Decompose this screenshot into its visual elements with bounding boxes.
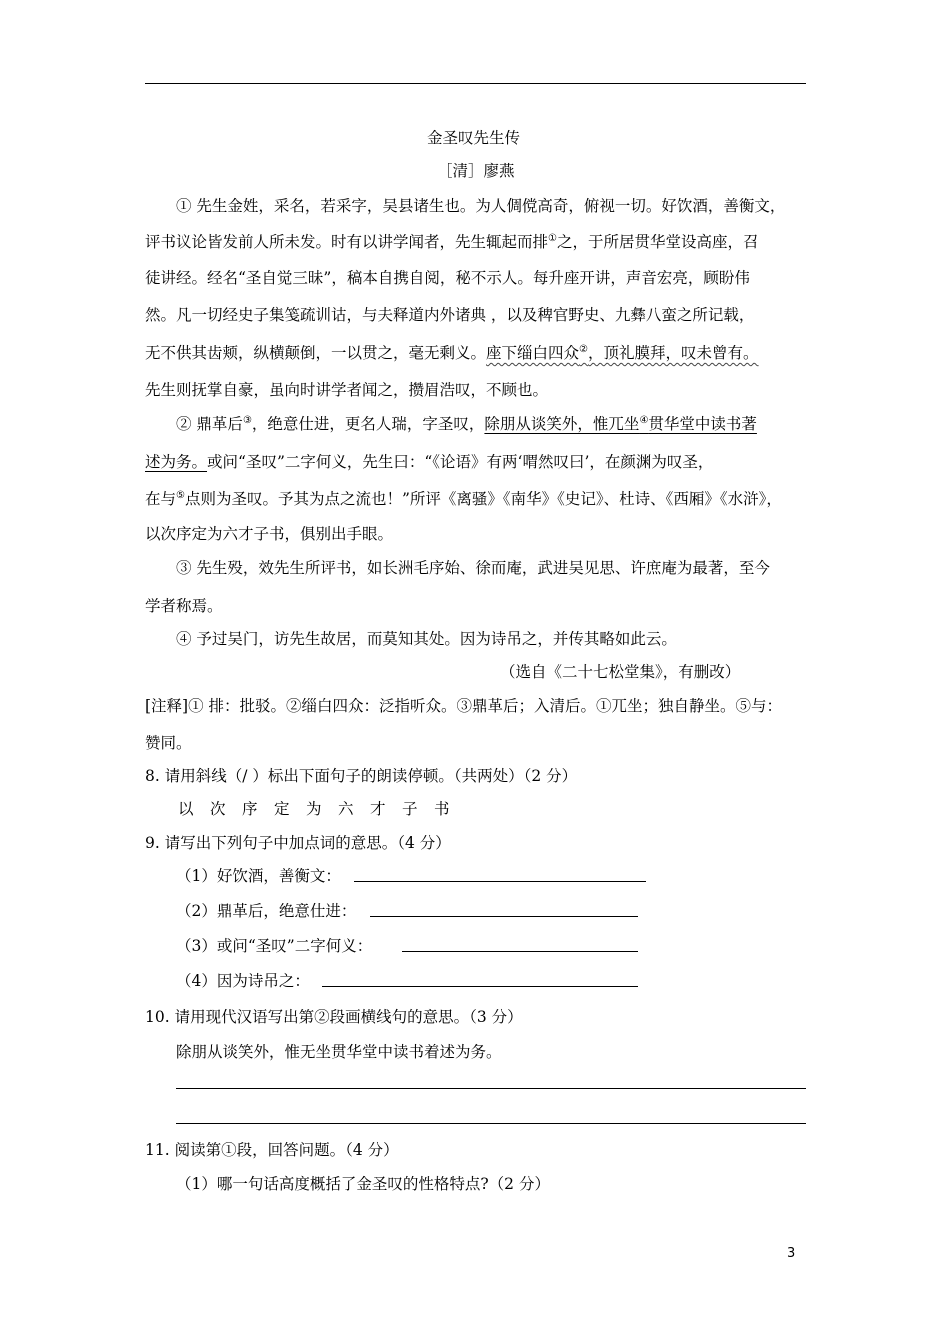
underlined-sentence: 除朋从谈笑外，惟兀坐④贯华堂中读书著 [484, 414, 757, 433]
p3-line-2: 学者称焉。 [145, 597, 223, 615]
p1-line-2: 评书议论皆发前人所未发。时有以讲学闻者，先生辄起而排①之，于所居贯华堂设高座，召 [145, 232, 759, 251]
p2-line-4: 以次序定为六才子书，俱别出手眼。 [145, 525, 394, 543]
q8-char: 序 [242, 800, 258, 818]
q8-char: 为 [306, 800, 322, 818]
header-rule [145, 83, 806, 84]
p2-line-1: ② 鼎革后③，绝意仕进，更名人瑞，字圣叹，除朋从谈笑外，惟兀坐④贯华堂中读书著 [176, 414, 757, 433]
q9-answer-blank-4[interactable] [322, 986, 638, 987]
p4-line: ④ 予过吴门，访先生故居，而莫知其处。因为诗吊之，并传其略如此云。 [176, 630, 677, 648]
page-title: 金圣叹先生传 [427, 129, 521, 147]
q8-char: 子 [402, 800, 418, 818]
p1-line-5: 无不供其齿颊，纵横颠倒，一以贯之，毫无剩义。座下缁白四众②，顶礼膜拜，叹未曾有。 [145, 343, 759, 362]
p1-line-1: ① 先生金姓，采名，若采字，吴县诸生也。为人倜傥高奇，俯视一切。好饮酒，善衡文， [176, 197, 786, 215]
author-line: ［清］廖燕 [437, 162, 515, 180]
source-citation: （选自《二十七松堂集》，有删改） [500, 663, 741, 681]
footnote-mark: ① [548, 232, 557, 244]
q8-char: 书 [434, 800, 450, 818]
notes-line-1: [注释]① 排：批驳。②缁白四众：泛指听众。③鼎革后；入清后。①兀坐；独自静坐。⑤与： [145, 697, 783, 715]
q8-char: 次 [210, 800, 226, 818]
q9-item-4: （4）因为诗吊之： [176, 972, 310, 990]
q10-prompt: 10. 请用现代汉语写出第②段画横线句的意思。（3 分） [145, 1008, 523, 1026]
q9-answer-blank-3[interactable] [402, 951, 638, 952]
q9-answer-blank-1[interactable] [354, 881, 646, 882]
wavy-underlined-sentence: 座下缁白四众②，顶礼膜拜，叹未曾有。 [486, 343, 759, 362]
q8-char: 六 [338, 800, 354, 818]
q9-answer-blank-2[interactable] [370, 916, 638, 917]
q8-char: 以 [178, 800, 194, 818]
q8-sentence [178, 799, 466, 819]
p3-line-1: ③ 先生殁，效先生所评书，如长洲毛序始、徐而庵，武进吴见思、许庶庵为最著，至今 [176, 559, 770, 577]
page-number: 3 [787, 1246, 796, 1261]
q11-sub-question-1: （1）哪一句话高度概括了金圣叹的性格特点?（2 分） [176, 1175, 550, 1193]
p2-line-3: 在与⑤点则为圣叹。予其为点之流也！”所评《离骚》《南华》《史记》、杜诗、《西厢》《水浒》， [145, 489, 782, 508]
q10-sentence: 除朋从谈笑外，惟无坐贯华堂中读书着述为务。 [176, 1043, 502, 1061]
underlined-sentence-end: 述为务。 [145, 453, 208, 471]
q8-char: 才 [370, 800, 386, 818]
notes-line-2: 赞同。 [145, 734, 192, 752]
q10-answer-line-1[interactable] [176, 1088, 806, 1089]
q8-char: 定 [274, 800, 290, 818]
p1-line-4: 然。凡一切经史子集笺疏训诂，与夫释道内外诸典 ，以及稗官野史、九彝八蛮之所记载， [145, 306, 755, 324]
p1-line-6: 先生则抚掌自豪，虽向时讲学者闻之，攒眉浩叹，不顾也。 [145, 381, 549, 399]
q10-answer-line-2[interactable] [176, 1123, 806, 1124]
p2-line-2: 述为务。或问“圣叹”二字何义，先生曰：“《论语》有两‘喟然叹曰’，在颜渊为叹圣， [145, 453, 714, 471]
q9-item-2: （2）鼎革后，绝意仕进： [176, 902, 357, 920]
p1-line-3: 徒讲经。经名“圣自觉三昧”，稿本自携自阅，秘不示人。每升座开讲，声音宏亮，顾盼伟 [145, 269, 750, 287]
q9-prompt: 9. 请写出下列句子中加点词的意思。（4 分） [145, 834, 451, 852]
q9-item-1: （1）好饮酒，善衡文： [176, 867, 341, 885]
q9-item-3: （3）或问“圣叹”二字何义： [176, 937, 373, 955]
q11-prompt: 11. 阅读第①段，回答问题。（4 分） [145, 1141, 399, 1159]
q8-prompt: 8. 请用斜线（/ ）标出下面句子的朗读停顿。（共两处）（2 分） [145, 767, 578, 785]
